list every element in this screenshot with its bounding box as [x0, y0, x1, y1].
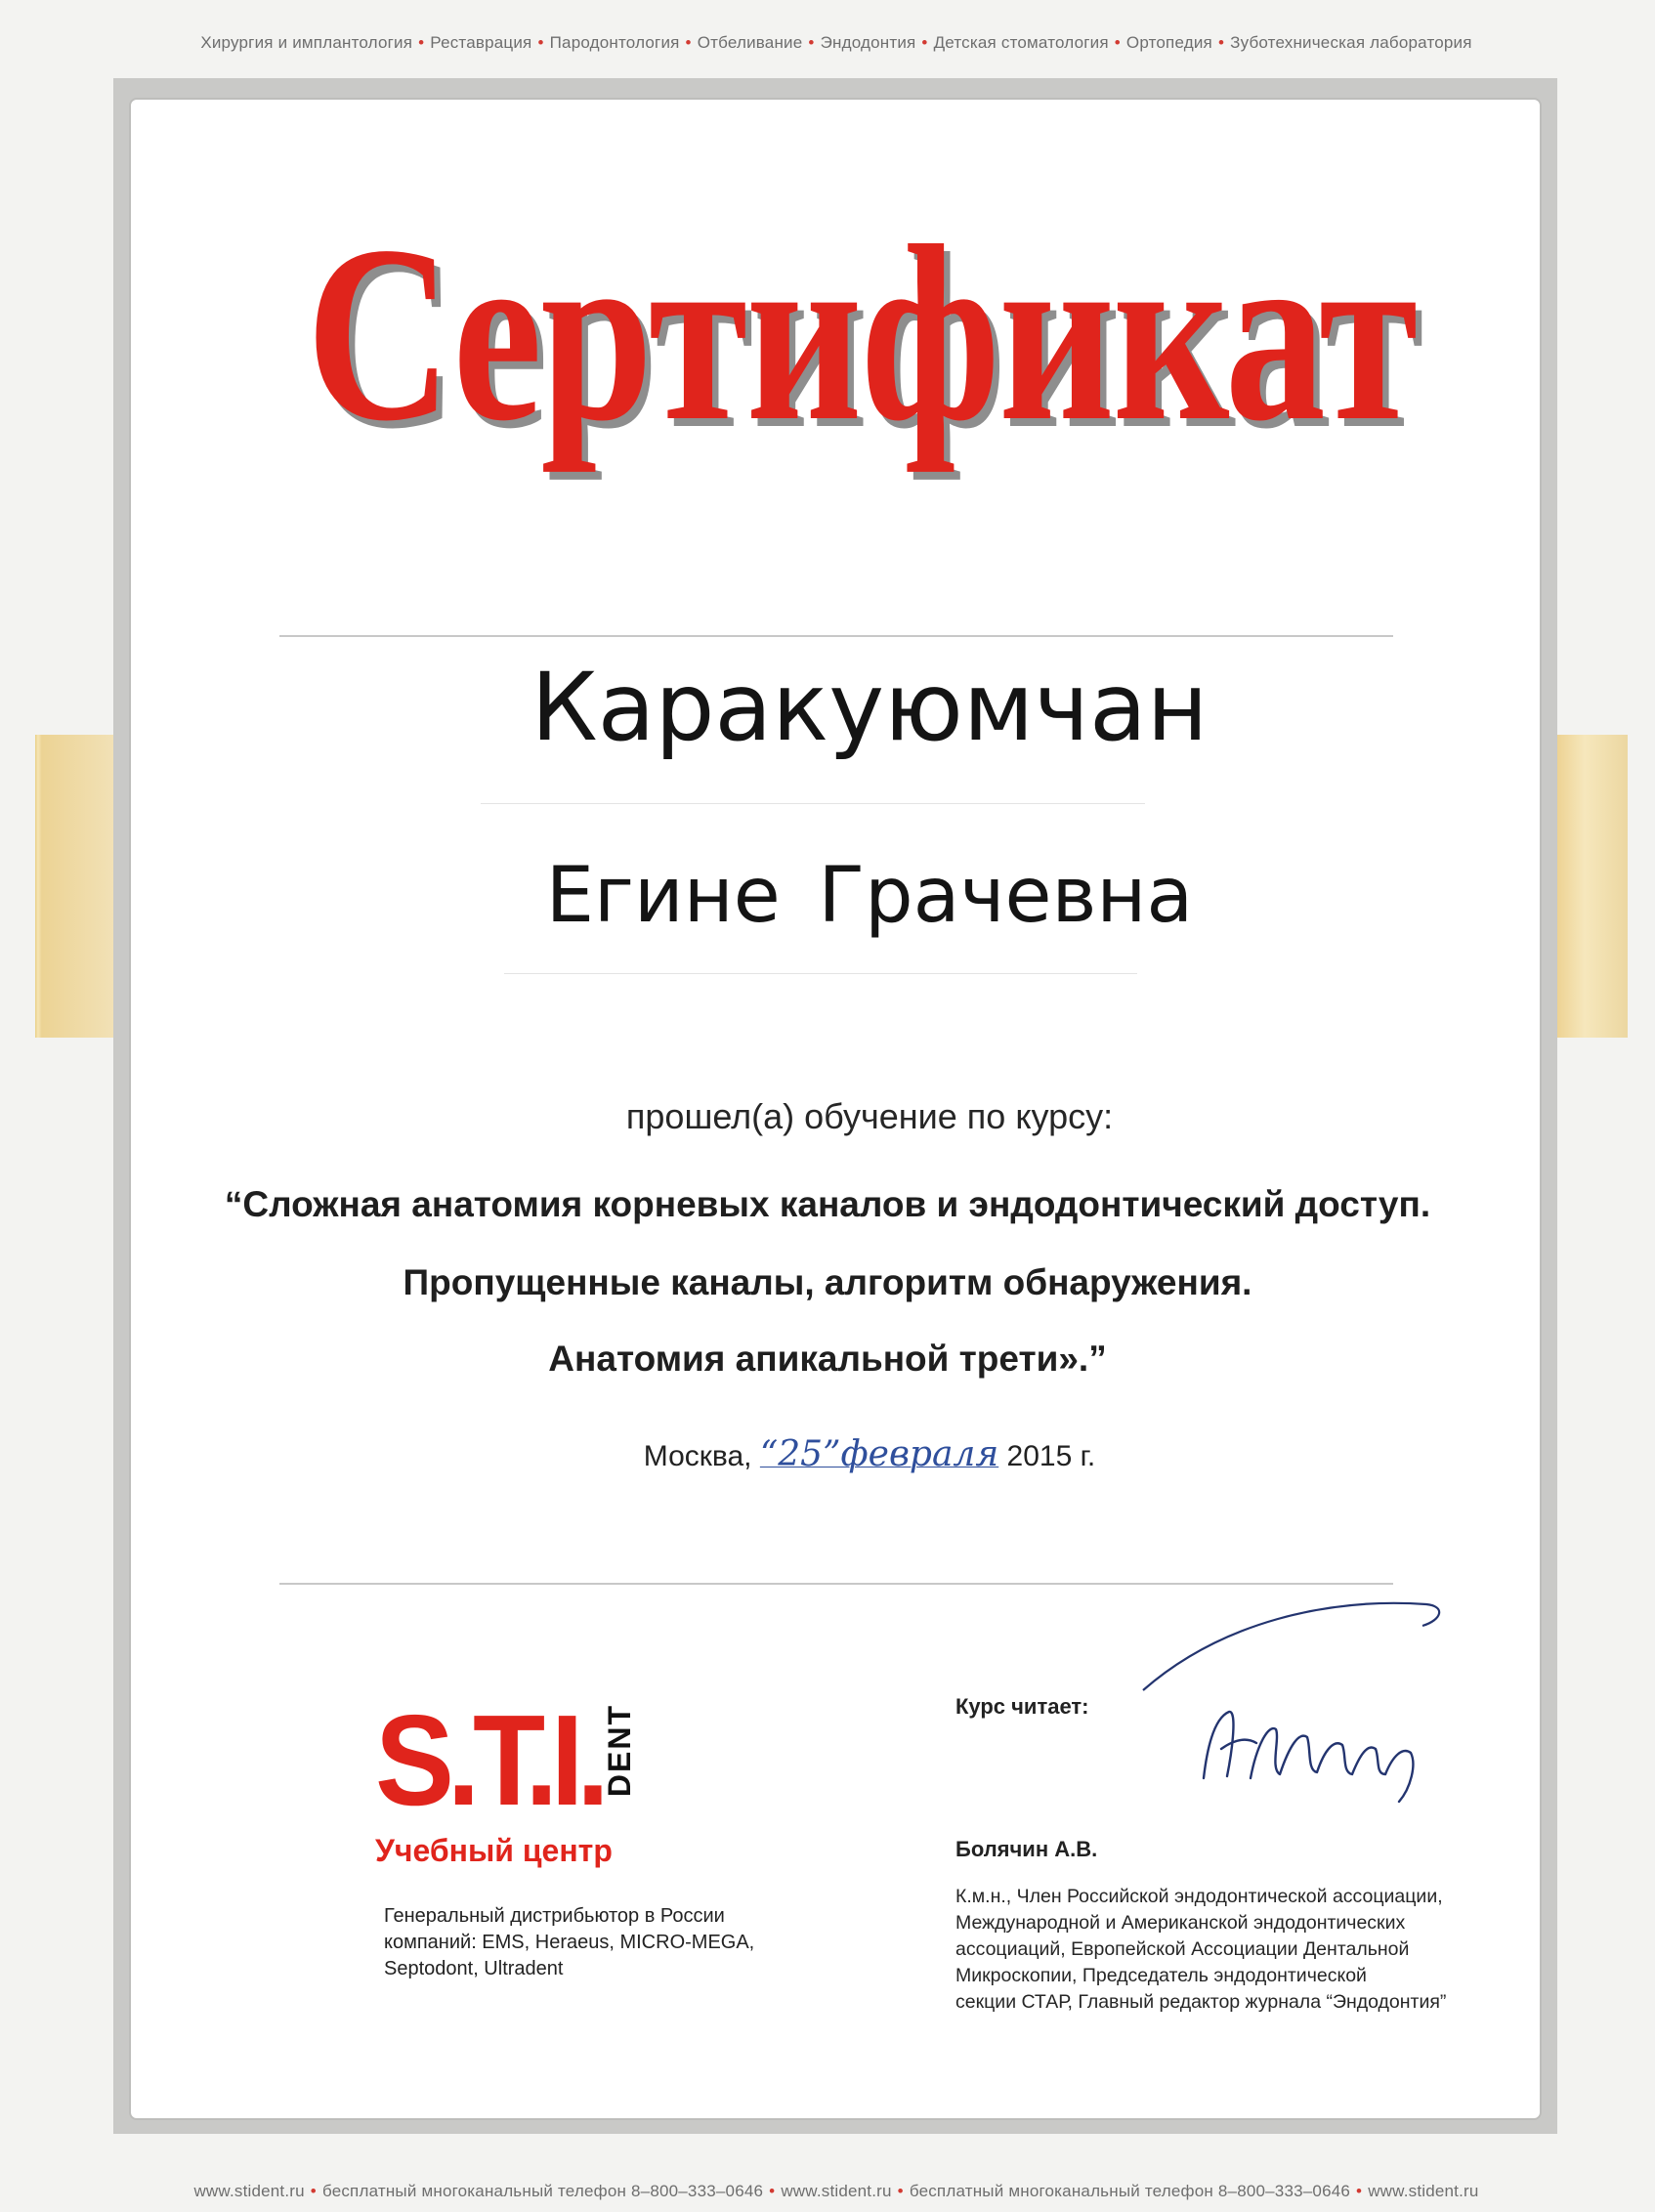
footer-site: www.stident.ru — [1368, 2182, 1479, 2200]
distributor-line: Генеральный дистрибьютор в России — [384, 1905, 725, 1927]
signature-graphic — [1133, 1583, 1446, 1808]
logo-wordmark: S.T.I. — [375, 1688, 603, 1832]
footer-strip: www.stident.ru • бесплатный многоканальный телефон 8–800–333–0646 • www.stident.ru • бесплатный многоканальный телефон 8–800–333–0646 • www.stident.ru — [193, 2182, 1479, 2200]
surname-underline — [481, 803, 1145, 804]
lecturer-description-line: Международной и Американской эндодонтических — [955, 1912, 1406, 1934]
given-names-underline — [504, 973, 1137, 974]
lecturer-description-line: секции СТАР, Главный редактор журнала “Эндодонтия” — [955, 1991, 1447, 2013]
recipient-surname: Каракуюмчан — [530, 653, 1209, 762]
lecturer-name: Болячин А.В. — [955, 1837, 1098, 1861]
specialty: Ортопедия — [1125, 33, 1212, 52]
footer-site: www.stident.ru — [781, 2182, 892, 2200]
footer-phone: бесплатный многоканальный телефон 8–800–333–0646 — [321, 2182, 764, 2200]
issue-date — [293, 1434, 1446, 1474]
handwritten-day: “25” — [759, 1434, 841, 1474]
lecturer-description — [955, 1884, 1542, 2016]
sti-dent-logo — [375, 1688, 688, 1911]
logo-subtitle: Учебный центр — [375, 1833, 613, 1868]
handwritten-month: февраля — [840, 1434, 999, 1474]
course-title-line-1: “Сложная анатомия корневых каналов и эндодонтический доступ. — [224, 1184, 1431, 1224]
specialty: Реставрация — [430, 33, 532, 52]
passed-course-text: прошел(а) обучение по курсу: — [625, 1096, 1114, 1136]
specialty: Хирургия и имплантология — [200, 33, 413, 52]
distributor-line: Septodont, Ultradent — [384, 1958, 564, 1979]
footer-site: www.stident.ru — [193, 2182, 305, 2200]
specialty: Эндодонтия — [820, 33, 916, 52]
distributor-line: компаний: EMS, Heraeus, MICRO-MEGA, — [384, 1932, 755, 1953]
city: Москва, — [643, 1440, 752, 1472]
distributor-info — [384, 1903, 833, 1982]
logo-dent: DENT — [602, 1704, 637, 1798]
specialty: Пародонтология — [549, 33, 680, 52]
specialty: Детская стоматология — [933, 33, 1109, 52]
footer-phone: бесплатный многоканальный телефон 8–800–333–0646 — [909, 2182, 1351, 2200]
certificate-title: Сертификат — [306, 193, 1417, 473]
lecturer-description-line: ассоциаций, Европейской Ассоциации Дентальной — [955, 1938, 1410, 1960]
year: 2015 г. — [1006, 1440, 1096, 1472]
specialty: Отбеливание — [697, 33, 803, 52]
specialty: Зуботехническая лаборатория — [1230, 33, 1472, 52]
lecturer-description-line: Микроскопии, Председатель эндодонтической — [955, 1965, 1367, 1986]
specialties-strip: Хирургия и имплантология • Реставрация • Пародонтология • Отбеливание • Эндодонтия • Детская стоматология • Ортопедия • Зуботехническая лаборатория — [200, 33, 1472, 52]
course-title-line-2: Пропущенные каналы, алгоритм обнаружения. — [403, 1262, 1252, 1302]
lecturer-label: Курс читает: — [955, 1694, 1089, 1719]
course-title-line-3: Анатомия апикальной трети».” — [548, 1339, 1107, 1379]
lecturer-description-line: К.м.н., Член Российской эндодонтической ассоциации, — [955, 1886, 1443, 1907]
divider-top — [279, 635, 1393, 637]
recipient-given-names: Егине Грачевна — [545, 852, 1194, 940]
